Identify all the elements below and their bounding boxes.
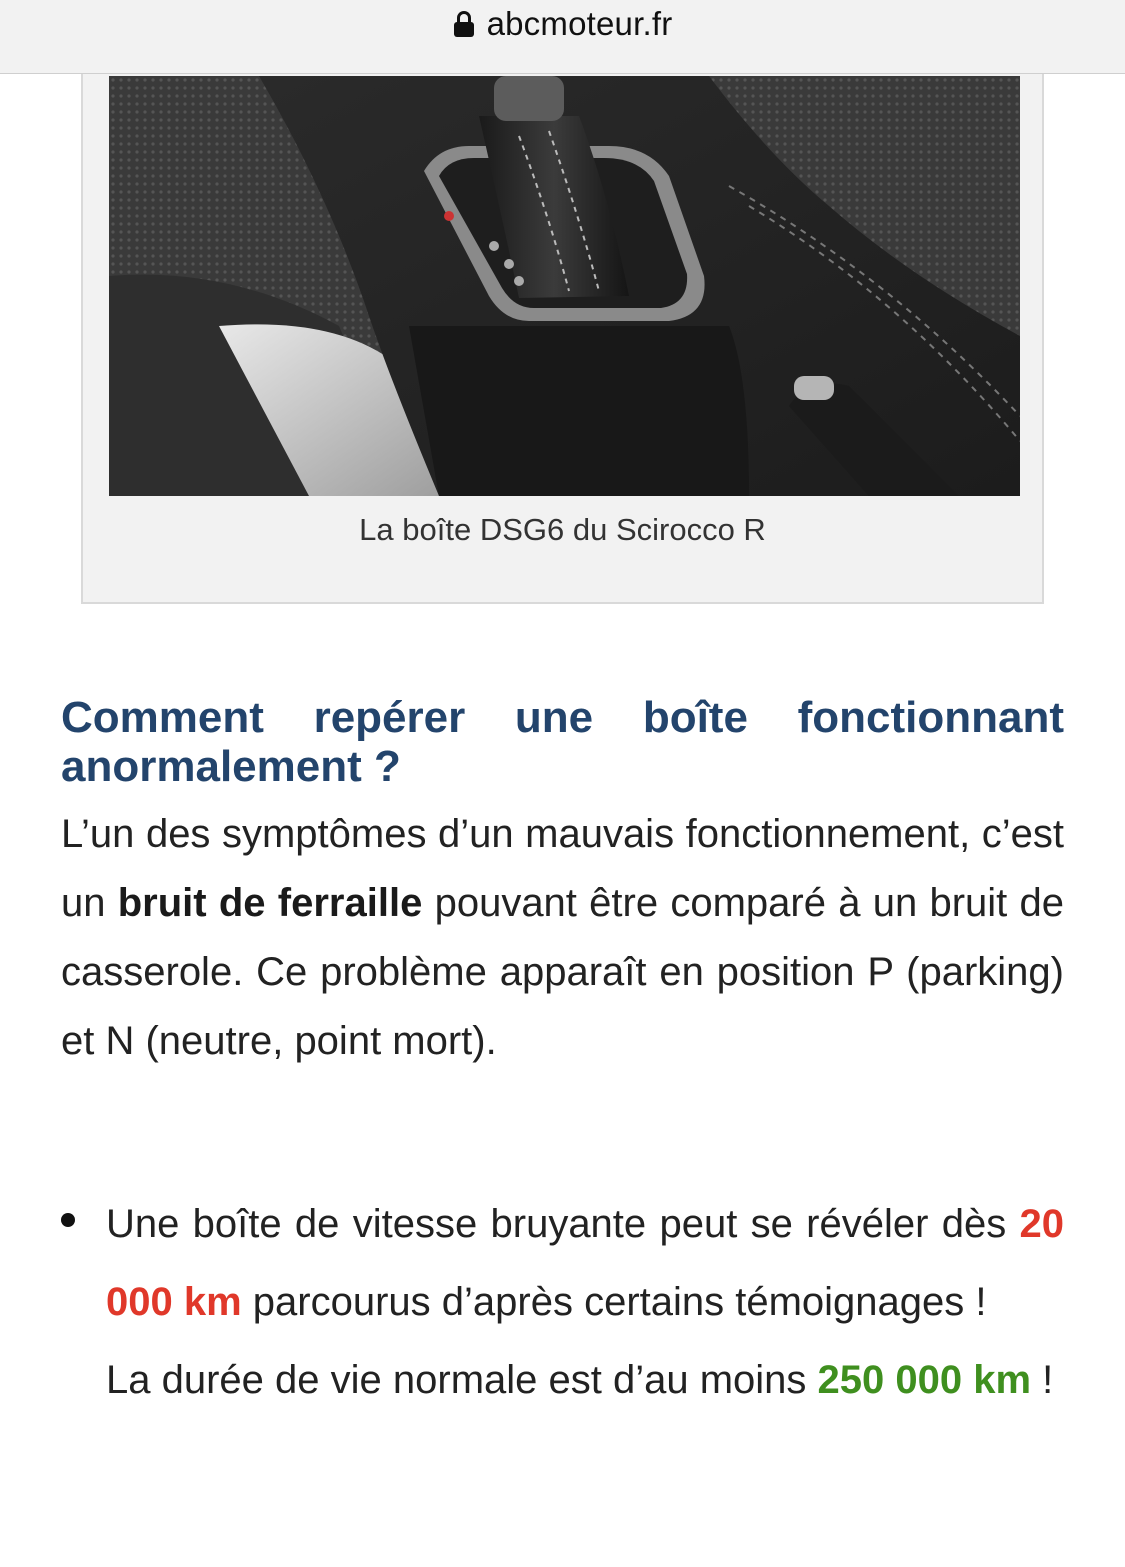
url-text: abcmoteur.fr [486,4,673,42]
bullet-list [61,1185,1064,1419]
para-bold-text: bruit de ferraille [117,881,423,925]
heading-word: Comment [61,693,264,742]
bullet-text: Une boîte de vitesse bruyante peut se révéler dès [106,1202,1020,1246]
heading-word: boîte [642,693,748,742]
bullet-text: parcourus d’après certains témoignages ! [241,1280,987,1324]
figure-box [81,40,1044,604]
bullet-text: La durée de vie normale est d’au moins [106,1358,818,1402]
body-paragraph [61,800,1064,1076]
highlight-green-value: 250 000 km [817,1358,1032,1402]
heading-word: une [514,693,594,742]
bullet-dot-icon [61,1213,75,1227]
bullet-line [106,1341,1064,1419]
highlight-red-value: 20 000 km [106,1202,1064,1324]
heading-word: fonctionnant [797,693,1064,742]
bullet-line [106,1185,1064,1341]
address-bar[interactable] [0,0,1125,74]
bullet-text: ! [1031,1358,1054,1402]
section-heading [61,693,1064,791]
heading-line-1 [61,693,1064,742]
para-text: pouvant être comparé à un bruit de casserole. Ce problème apparaît en position P (parking) et N (neutre, point mort). [61,881,1064,1063]
list-item [61,1185,1064,1419]
heading-line-2: anormalement ? [61,742,401,791]
url-display[interactable] [453,5,673,43]
figure-caption: La boîte DSG6 du Scirocco R [359,512,766,547]
para-text: L’un des symptômes d’un mauvais fonctionnement, c’est un [61,812,1064,925]
lock-icon [453,10,475,38]
gearbox-photo [109,76,1020,496]
heading-word: repérer [313,693,466,742]
